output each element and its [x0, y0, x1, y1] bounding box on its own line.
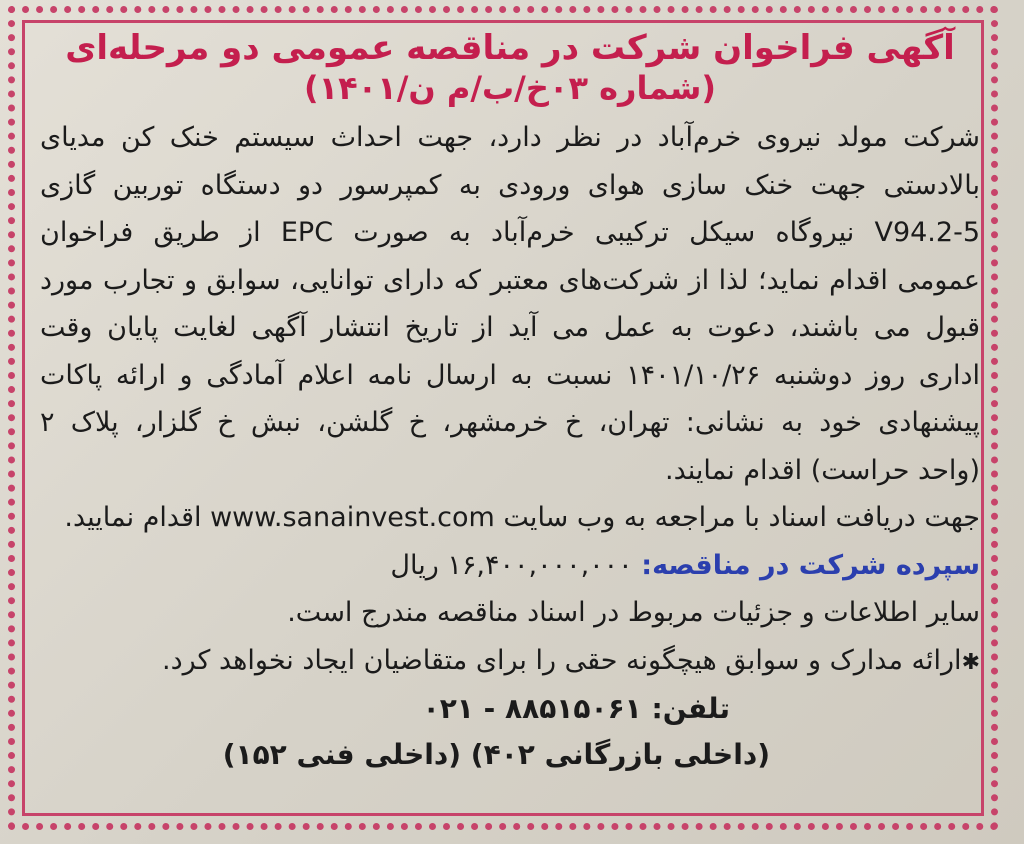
body-line-2: بالادستی جهت خنک سازی هوای ورودی به کمپرسور دو دستگاه توربین گازی — [40, 169, 980, 201]
website-line: جهت دریافت اسناد با مراجعه به وب سایت www.sanainvest.com اقدام نمایید. — [64, 502, 980, 533]
internal-extensions: (داخلی بازرگانی ۴۰۲) (داخلی فنی ۱۵۲) — [222, 738, 770, 771]
body-line-3: V94.2-5 نیروگاه سیکل ترکیبی خرم‌آباد به صورت EPC از طریق فراخوان — [40, 217, 980, 248]
body-line-7: پیشنهادی خود به نشانی: تهران، خ خرمشهر، خ گلشن، نبش خ گلزار، پلاک ۲ — [40, 407, 980, 438]
body-line-1: شرکت مولد نیروی خرم‌آباد در نظر دارد، جهت احداث سیستم خنک کن مدیای — [40, 122, 980, 153]
asterisk-icon: ✱ — [961, 649, 980, 675]
body-line-8: (واحد حراست) اقدام نمایند. — [664, 454, 980, 486]
body-line-5: قبول می باشند، دعوت به عمل می آید از تاریخ انتشار آگهی لغایت پایان وقت — [40, 312, 980, 343]
announcement-title: آگهی فراخوان شرکت در مناقصه عمومی دو مرحله‌ای — [65, 28, 955, 68]
body-line-4: عمومی اقدام نماید؛ لذا از شرکت‌های معتبر که دارای توانایی، سوابق و تجارب مورد — [40, 264, 980, 296]
announcement-number: (شماره ۰۳خ/ب/م ن/۱۴۰۱) — [303, 69, 716, 107]
body-line-6: اداری روز دوشنبه ۱۴۰۱/۱۰/۲۶ نسبت به ارسال نامه اعلام آمادگی و ارائه پاکات — [40, 359, 980, 391]
note-line — [40, 637, 980, 687]
deposit-label: سپرده شرکت در مناقصه: — [641, 549, 980, 581]
tender-announcement — [40, 28, 980, 778]
note-text: ارائه مدارک و سوابق هیچگونه حقی را برای متقاضیان ایجاد نخواهد کرد. — [162, 644, 962, 676]
deposit-line — [40, 542, 980, 590]
phone-number: تلفن: ۸۸۵۱۵۰۶۱ - ۰۲۱ — [422, 692, 730, 725]
other-info-line: سایر اطلاعات و جزئیات مربوط در اسناد مناقصه مندرج است. — [287, 597, 980, 628]
deposit-amount: ۱۶,۴۰۰,۰۰۰,۰۰۰ ریال — [390, 549, 633, 581]
